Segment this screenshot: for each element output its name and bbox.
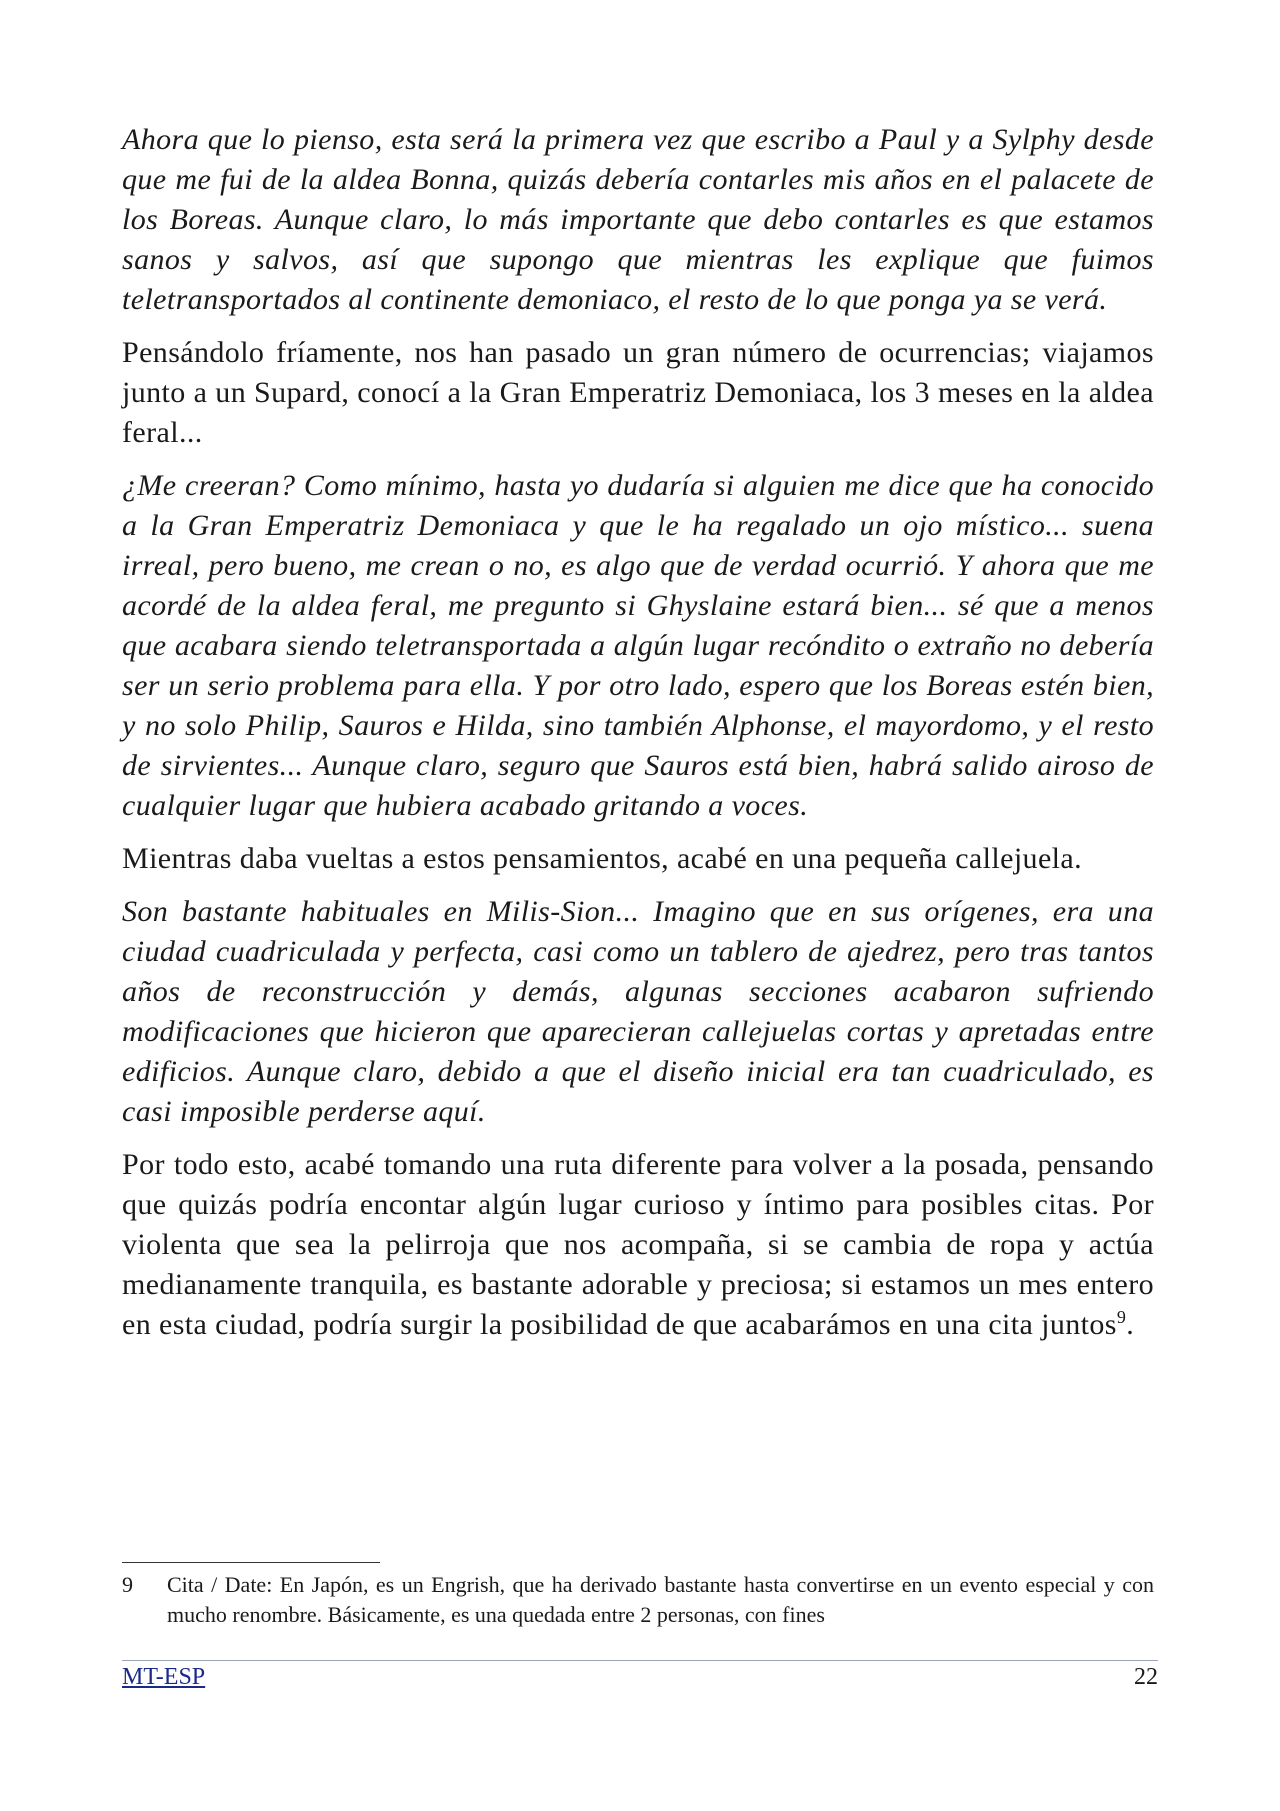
paragraph-6-text: Por todo esto, acabé tomando una ruta diferente para volver a la posada, pensando que quizás podría encontar algún lugar curioso y íntimo para posibles citas. Por violenta que sea la pelirroja que nos acompaña, si se cambia de ropa y actúa medianamente tranquila, es bastante adorable y preciosa; si estamos un mes entero en esta ciudad, podría surgir la posibilidad de que acabarámos en una cita juntos bbox=[122, 1148, 1154, 1341]
footnote bbox=[122, 1570, 1154, 1630]
footnote-reference[interactable]: 9 bbox=[1116, 1307, 1127, 1327]
footer-divider bbox=[122, 1660, 1158, 1661]
paragraph-6-end: . bbox=[1126, 1308, 1135, 1341]
footnote-text: Cita / Date: En Japón, es un Engrish, que ha derivado bastante hasta convertirse en un evento especial y con mucho renombre. Básicamente, es una quedada entre 2 personas, con fines bbox=[167, 1572, 1154, 1627]
page-number: 22 bbox=[1134, 1664, 1158, 1690]
footnote-separator bbox=[122, 1562, 380, 1563]
body-text bbox=[122, 120, 1154, 1358]
paragraph-4: Mientras daba vueltas a estos pensamientos, acabé en una pequeña callejuela. bbox=[122, 842, 1083, 875]
paragraph-3: ¿Me creeran? Como mínimo, hasta yo dudaría si alguien me dice que ha conocido a la Gran Emperatriz Demoniaca y que le ha regalado un ojo místico... suena irreal, pero bueno, me crean o no, es algo que de verdad ocurrió. Y ahora que me acordé de la aldea feral, me pregunto si Ghyslaine estará bien... sé que a menos que acabara siendo teletransportada a algún lugar recóndito o extraño no debería ser un serio problema para ella. Y por otro lado, espero que los Boreas estén bien, y no solo Philip, Sauros e Hilda, sino también Alphonse, el mayordomo, y el resto de sirvientes... Aunque claro, seguro que Sauros está bien, habrá salido airoso de cualquier lugar que hubiera acabado gritando a voces. bbox=[122, 469, 1154, 822]
paragraph-2: Pensándolo fríamente, nos han pasado un gran número de ocurrencias; viajamos junto a un Supard, conocí a la Gran Emperatriz Demoniaca, los 3 meses en la aldea feral... bbox=[122, 336, 1154, 449]
footnote-number: 9 bbox=[122, 1572, 133, 1597]
paragraph-1: Ahora que lo pienso, esta será la primera vez que escribo a Paul y a Sylphy desde que me fui de la aldea Bonna, quizás debería contarles mis años en el palacete de los Boreas. Aunque claro, lo más importante que debo contarles es que estamos sanos y salvos, así que supongo que mientras les explique que fuimos teletransportados al continente demoniaco, el resto de lo que ponga ya se verá. bbox=[122, 123, 1154, 316]
paragraph-5: Son bastante habituales en Milis-Sion... Imagino que en sus orígenes, era una ciudad cuadriculada y perfecta, casi como un tablero de ajedrez, pero tras tantos años de reconstrucción y demás, algunas secciones acabaron sufriendo modificaciones que hicieron que aparecieran callejuelas cortas y apretadas entre edificios. Aunque claro, debido a que el diseño inicial era tan cuadriculado, es casi imposible perderse aquí. bbox=[122, 895, 1154, 1128]
footer-link[interactable]: MT-ESP bbox=[122, 1664, 206, 1690]
paragraph-6 bbox=[122, 1145, 1154, 1345]
